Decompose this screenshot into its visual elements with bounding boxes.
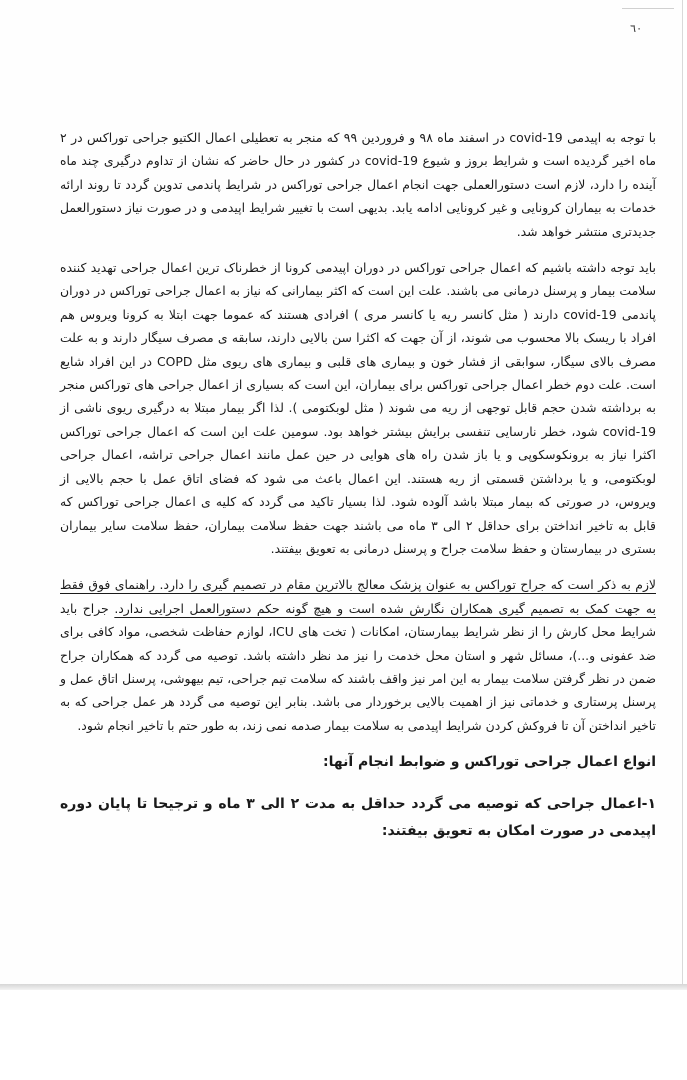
section-heading: انواع اعمال جراحی توراکس و ضوابط انجام آنها:	[322, 754, 656, 771]
page-bottom-edge	[0, 984, 687, 990]
page-edge-line	[622, 8, 674, 9]
intro-paragraph: با توجه به اپیدمی covid-19 در اسفند ماه ۹۸ و فروردین ۹۹ که منجر به تعطیلی اعمال الکتیو جراحی توراکس در ۲ ماه اخیر گردیده است و شرایط بروز و شیوع covid-19 در کشور در حال حاضر که نشان از تداوم درگیری چند ماه آینده را دارد، لازم است دستورالعملی جهت انجام اعمال جراحی توراکس در شرایط پاندمی تدوین گردد تا روند ارائه خدمات به بیماران کرونایی و غیر کرونایی ادامه یابد. بدیهی است با تغییر شرایط اپیدمی و در صورت نیاز دستورالعمل جدیدتری منتشر خواهد شد.	[60, 130, 656, 239]
guidance-paragraph	[60, 573, 656, 737]
page-number: ٦٠	[630, 22, 642, 35]
document-body	[60, 126, 656, 845]
guidance-text: جراح باید شرایط محل کارش را از نظر شرایط بیمارستان، امکانات ( تخت های ICU، لوازم حفاظت شخصی، مواد کافی برای ضد عفونی و...)، مسائل شهر و استان محل خدمت را نیز مد نظر داشته باشد. توصیه می گردد که همکاران جراح ضمن در نظر گرفتن سلامت بیمار به این امر نیز واقف باشند که سلامت تیم جراحی، تیم بیهوشی، پرسنل اتاق عمل و پرسنل پرستاری و خدماتی نیز از اهمیت بالایی برخوردار می باشد. بنابر این توصیه می گردد هر عمل جراحی که به تاخیر انداختن آن تا فروکش کردن شرایط اپیدمی به سلامت بیمار صدمه نمی زند، به طور حتم با تاخیر انجام شود.	[60, 600, 656, 733]
risk-paragraph: باید توجه داشته باشیم که اعمال جراحی توراکس در دوران اپیدمی کرونا از خطرناک ترین اعمال جراحی تهدید کننده سلامت بیمار و پرسنل درمانی می باشند. علت این است که اکثر بیمارانی که نیاز به اعمال جراحی توراکس در دوران پاندمی covid-19 دارند ( مثل کانسر ریه یا کانسر مری ) افرادی هستند که عموما جهت ابتلا به کرونا ویروس هم افراد با ریسک بالا محسوب می شوند، از آن جهت که اکثرا سن بالایی دارند، سابقه ی مصرف سیگار دارند و به علت مصرف بالای سیگار، سوابقی از فشار خون و بیماری های قلبی و بیماری های ریوی مثل COPD در این افراد شایع است. علت دوم خطر اعمال جراحی توراکس برای بیماران، این است که بسیاری از اعمال جراحی های توراکس منجر به برداشته شدن حجم قابل توجهی از ریه می شوند ( مثل لوبکتومی ). لذا اگر بیمار مبتلا به درگیری ریوی ناشی از covid-19 شود، خطر نارسایی تنفسی برایش بیشتر خواهد بود. سومین علت این است که اعمال جراحی توراکس اکثرا نیاز به برونکوسکوپی و یا باز شدن راه های هوایی در حین عمل مانند اعمال جراحی تراشه، اعمال جراحی لوبکتومی، و یا برداشتن قسمتی از ریه هستند. این اعمال باعث می شود که فضای اتاق عمل با حجم بالایی از ویروس، در صورتی که بیمار مبتلا باشد آلوده شود. لذا بسیار تاکید می گردد که کلیه ی اعمال جراحی توراکس که قابل به تاخیر انداختن برای حداقل ۲ الی ۳ ماه می باشند جهت حفظ سلامت بیماران، حفظ سلامت سایر بیماران بستری در بیمارستان و حفظ سلامت جراح و پرسنل درمانی به تعویق بیفتند.	[60, 260, 656, 556]
section-subheading: ۱-اعمال جراحی که توصیه می گردد حداقل به مدت ۲ الی ۳ ماه و ترجیحا تا پایان دوره اپیدمی در صورت امکان به تعویق بیفتند:	[60, 796, 656, 840]
disclaimer-underlined-text: لازم به ذکر است که جراح توراکس به عنوان پزشک معالج بالاترین مقام در تصمیم گیری را دارد. راهنمای فوق فقط به جهت کمک به تصمیم گیری همکاران نگارش شده است و هیچ گونه حکم دستورالعمل اجرایی ندارد.	[60, 577, 656, 616]
